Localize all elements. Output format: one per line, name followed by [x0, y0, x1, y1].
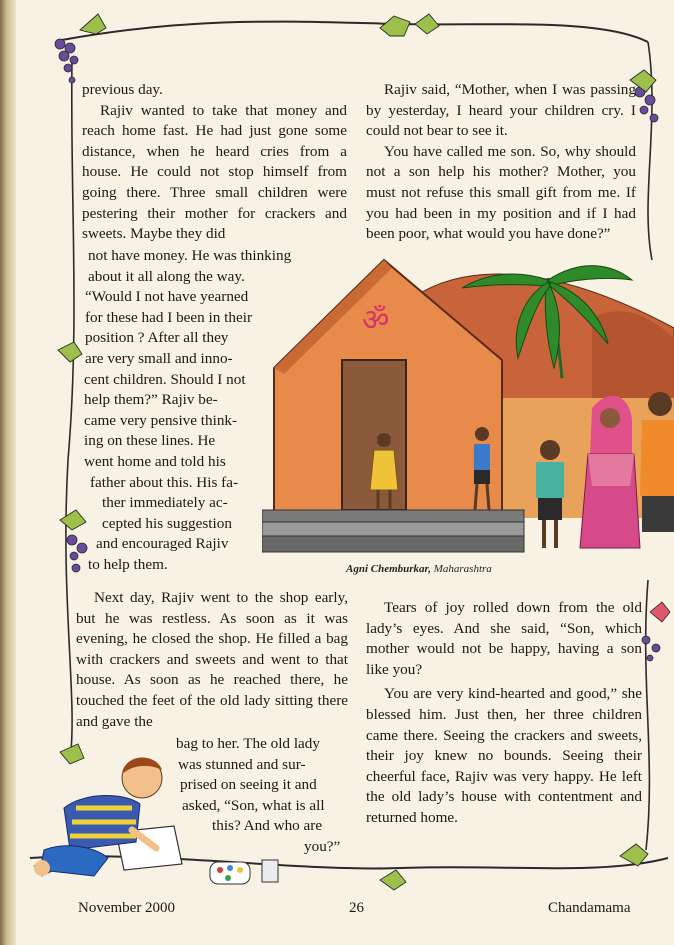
right-column-top — [366, 80, 636, 245]
artist-place: Maharashtra — [433, 563, 492, 575]
text-line: to help them. — [88, 555, 168, 573]
left-column-bottom — [76, 588, 348, 732]
text-line: was stunned and sur- — [178, 755, 306, 773]
magazine-name: Chandamama — [548, 900, 631, 916]
story-illustration — [262, 258, 674, 558]
text-line: father about this. His fa- — [90, 473, 239, 491]
text-line: “Would I not have yearned — [85, 288, 249, 306]
paragraph: Rajiv said, “Mother, when I was passing by yesterday, I heard your children cry. I could not bear to see it. — [366, 81, 636, 140]
artist-name: Agni Chemburkar, — [346, 563, 431, 575]
text-line: this? And who are — [212, 817, 323, 835]
footer-date: November 2000 — [78, 900, 176, 916]
paragraph: previous day. — [82, 81, 163, 98]
text-line: about it all along the way. — [88, 267, 245, 285]
text-line: help them?” Rajiv be- — [84, 391, 218, 409]
text-line: ther immediately ac- — [102, 494, 228, 512]
text-line: not have money. He was thinking — [88, 247, 292, 264]
illustration-caption — [346, 563, 492, 575]
paragraph: Rajiv wanted to take that money and reach home fast. He had just gone some distance, when he heard cries from a house. He could not stop himself from going there. Three small children were pestering their mother for crackers and sweets. Maybe they did — [82, 101, 347, 243]
text-line: for these had I been in their — [85, 308, 252, 326]
om-symbol: ॐ — [362, 303, 390, 338]
left-wrap-text — [82, 246, 291, 576]
text-line: bag to her. The old lady — [176, 735, 320, 752]
paragraph: You are very kind-hearted and good,” she blessed him. Just then, her three children came there. Seeing the crackers and sweets, their joy knew no bounds. Seeing their cheerful face, Rajiv was very happy. He left the old lady’s house with contentment and returned home. — [366, 685, 642, 826]
text-line: position ? After all they — [85, 329, 229, 347]
text-line: ing on these lines. He — [84, 432, 216, 450]
right-column-bottom — [366, 598, 642, 829]
paragraph: Next day, Rajiv went to the shop early, but he was restless. As soon as it was evening, he closed the shop. He filled a bag with crackers and sweets and went to that house. As soon as he reached there, he touched the feet of the old lady sitting there and gave the — [76, 589, 348, 730]
drawing-boy-illustration — [24, 738, 324, 898]
text-line: cent children. Should I not — [84, 370, 246, 388]
paragraph: Tears of joy rolled down from the old lady’s eyes. And she said, “Son, which mother would not be happy, having a son like you? — [366, 599, 642, 678]
left-column-top — [82, 80, 347, 245]
text-line: are very small and inno- — [85, 349, 233, 367]
paragraph: You have called me son. So, why should not a son help his mother? Mother, you must not refuse this small gift from me. If you had been in my position and if I had been poor, what would you have done?” — [366, 142, 636, 243]
text-line: went home and told his — [84, 452, 226, 470]
text-line: you?” — [304, 837, 341, 855]
text-line: and encouraged Rajiv — [96, 535, 229, 553]
text-line: asked, “Son, what is all — [182, 796, 325, 814]
text-line: prised on seeing it and — [180, 776, 317, 794]
page-number: 26 — [349, 900, 364, 916]
text-line: came very pensive think- — [84, 411, 238, 429]
text-line: cepted his suggestion — [102, 514, 232, 532]
